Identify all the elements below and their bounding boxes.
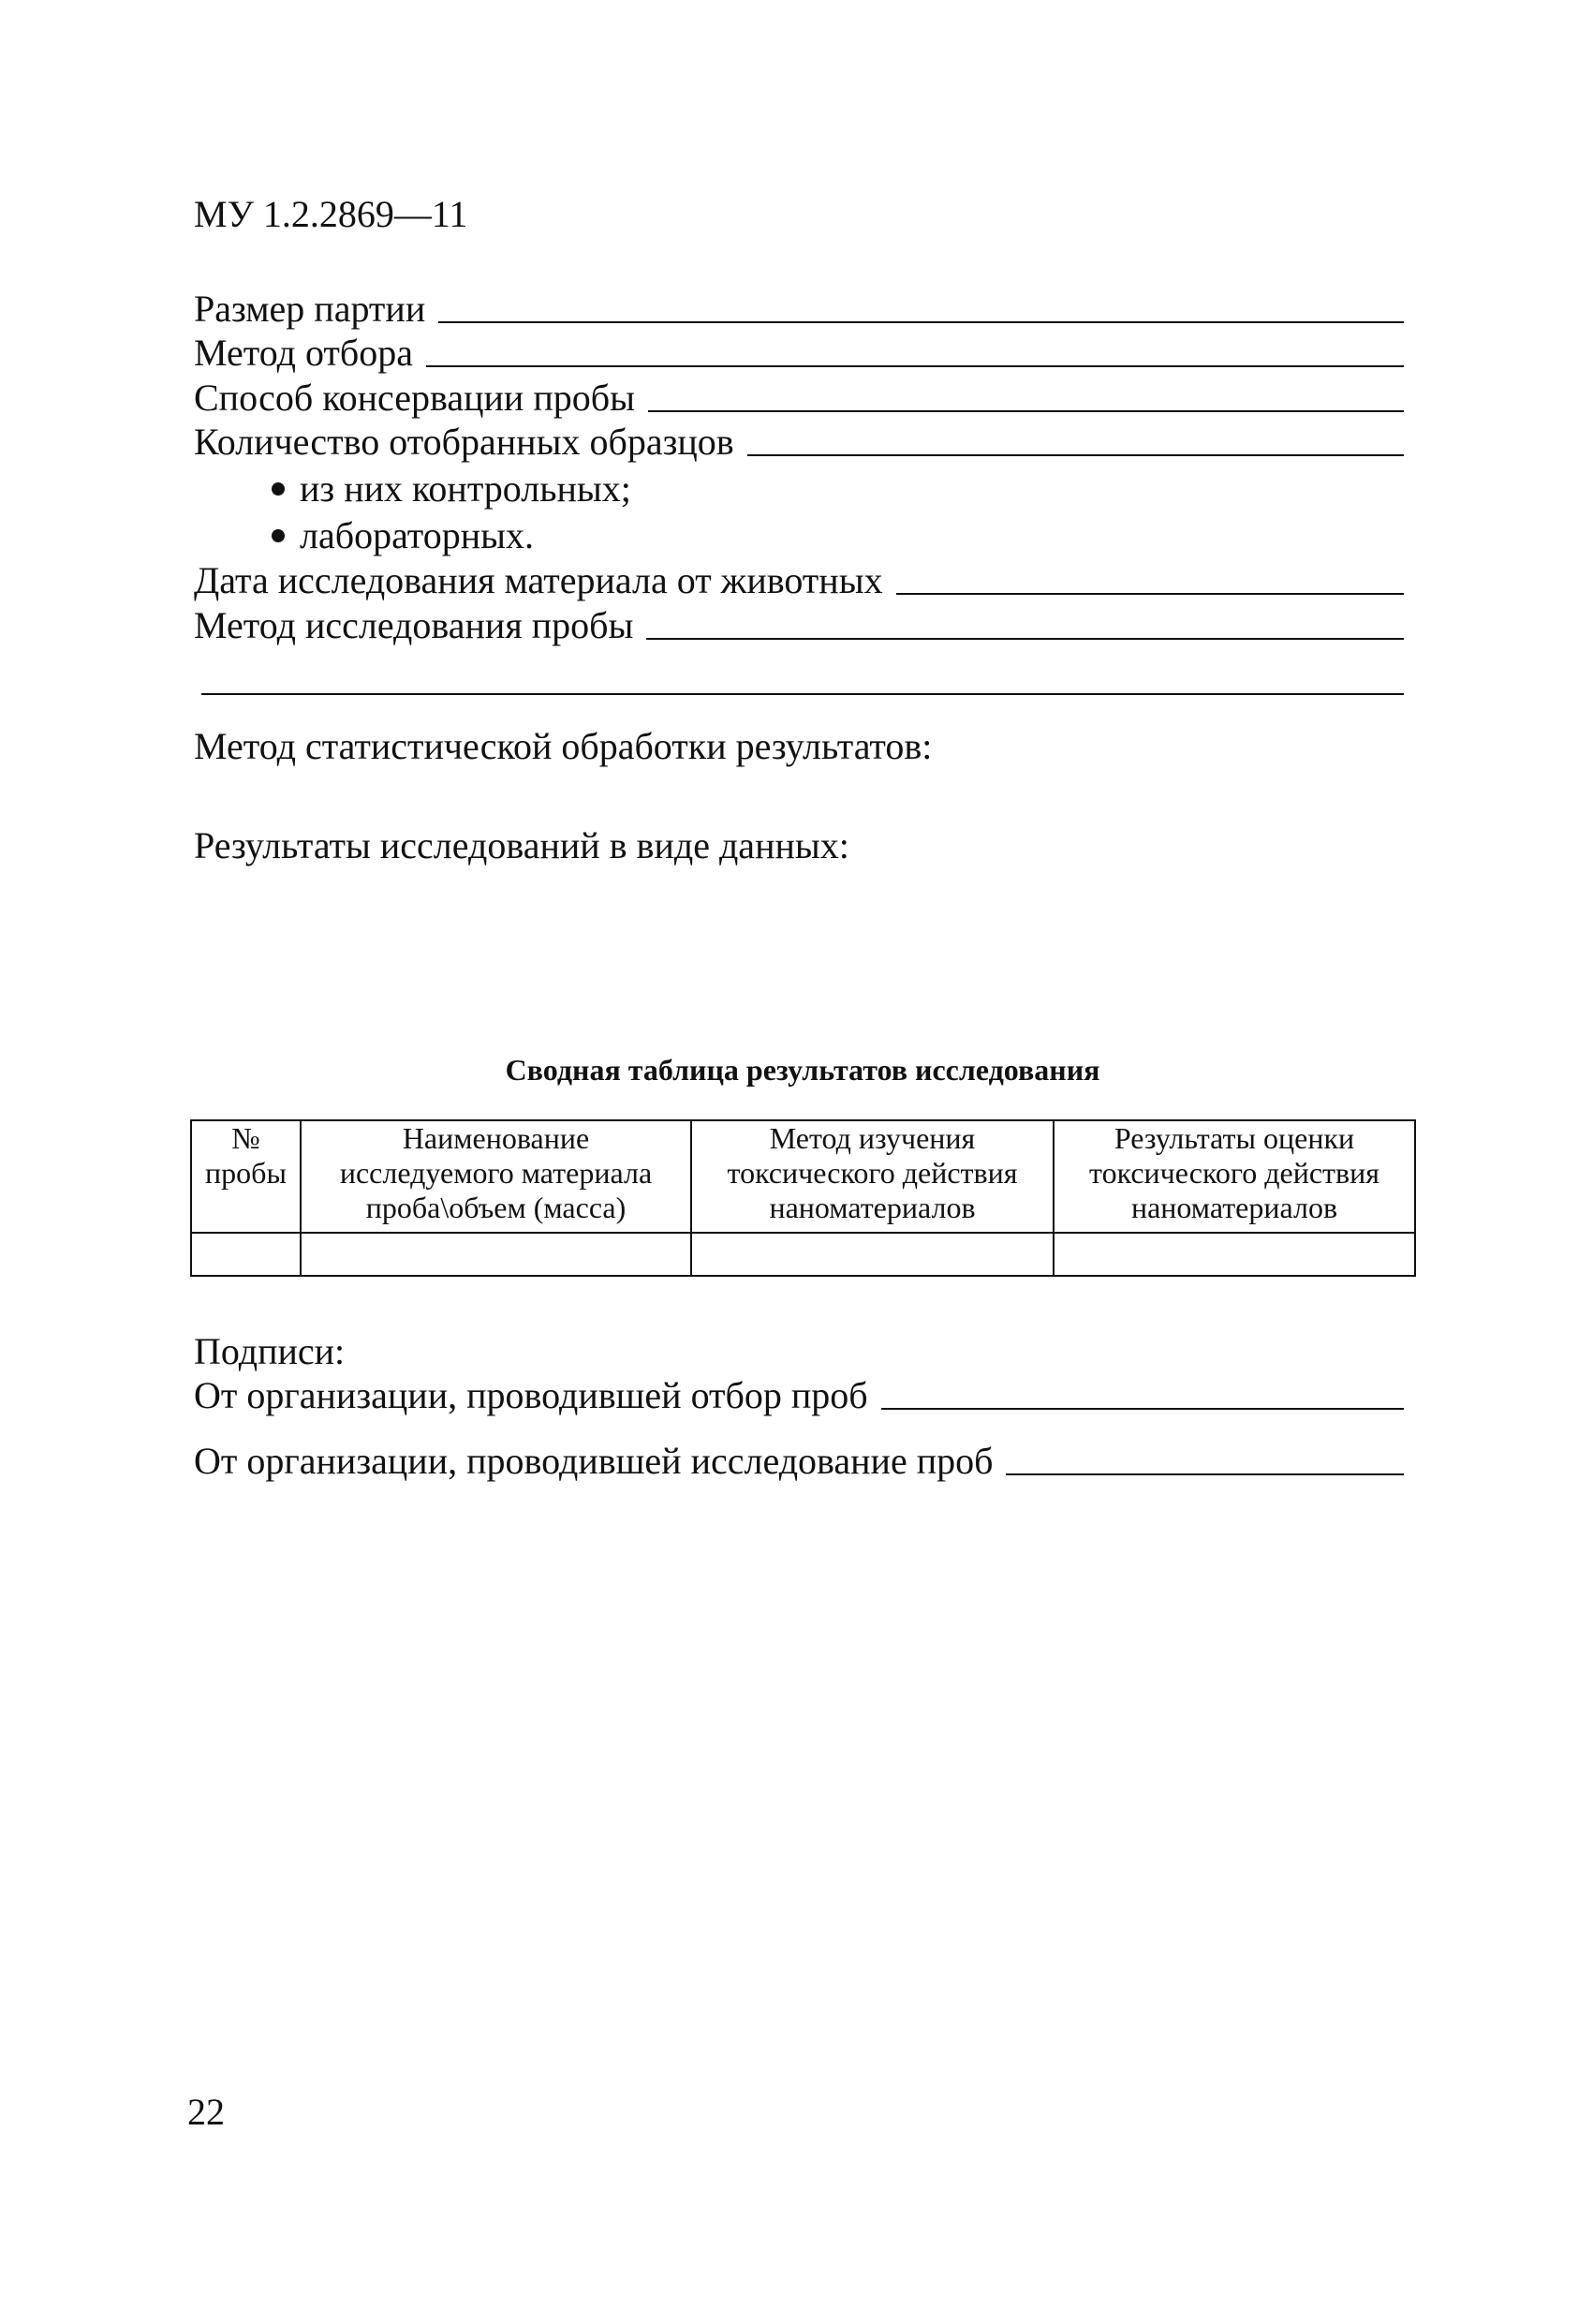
header-line: Метод изучения: [769, 1121, 976, 1155]
sample-study-method-label: Метод исследования пробы: [194, 604, 634, 646]
header-line: токсического действия: [1089, 1156, 1379, 1190]
table-row: [191, 1233, 1415, 1276]
samples-count-blank[interactable]: [747, 454, 1404, 456]
bullet-control-samples: [272, 466, 631, 512]
bullet-icon: [272, 529, 285, 542]
header-line: проба\объем (масса): [365, 1191, 627, 1224]
preservation-method-label: Способ консервации пробы: [194, 377, 635, 419]
header-line: токсического действия: [727, 1156, 1018, 1190]
header-study-method: [691, 1120, 1054, 1233]
header-evaluation-results: [1054, 1120, 1415, 1233]
bullet-lab-samples: [272, 512, 534, 559]
header-line: №: [231, 1121, 260, 1155]
study-date-blank[interactable]: [896, 593, 1404, 595]
sample-study-method-blank[interactable]: [646, 638, 1404, 640]
results-label: Результаты исследований в виде данных:: [194, 824, 849, 866]
sampling-method-field: [194, 330, 1404, 377]
signatures-heading: Подписи:: [194, 1330, 346, 1372]
study-org-signature-field: [194, 1438, 1404, 1485]
study-org-label: От организации, проводившей исследование проб: [194, 1440, 994, 1482]
sampling-org-signature-field: [194, 1372, 1404, 1419]
header-line: исследуемого материала: [339, 1156, 653, 1190]
bullet-control-text: из них контрольных;: [300, 467, 631, 510]
table-cell[interactable]: [191, 1233, 301, 1276]
samples-count-field: [194, 419, 1404, 466]
sampling-org-signature-blank[interactable]: [881, 1408, 1404, 1410]
study-org-signature-blank[interactable]: [1006, 1473, 1404, 1475]
table-title: Сводная таблица результатов исследования: [505, 1053, 1100, 1087]
header-sample-number: [191, 1120, 301, 1233]
batch-size-field: [194, 286, 1404, 333]
table-header-row: [191, 1120, 1415, 1233]
preservation-method-field: [194, 375, 1404, 422]
preservation-method-blank[interactable]: [648, 410, 1404, 412]
batch-size-blank[interactable]: [438, 321, 1404, 323]
study-date-field: [194, 557, 1404, 604]
bullet-icon: [272, 482, 285, 496]
header-line: наноматериалов: [769, 1191, 976, 1224]
sample-study-method-continuation-blank[interactable]: [201, 693, 1404, 695]
header-line: Наименование: [402, 1121, 590, 1155]
table-cell[interactable]: [1054, 1233, 1415, 1276]
statistics-method-label: Метод статистической обработки результатов:: [194, 725, 933, 767]
table-cell[interactable]: [301, 1233, 691, 1276]
header-line: пробы: [205, 1156, 287, 1190]
sampling-method-label: Метод отбора: [194, 332, 414, 374]
bullet-lab-text: лабораторных.: [300, 514, 535, 556]
sampling-org-label: От организации, проводившей отбор проб: [194, 1374, 868, 1416]
batch-size-label: Размер партии: [194, 288, 426, 330]
page-number: 22: [187, 2091, 225, 2133]
document-code: МУ 1.2.2869—11: [194, 193, 468, 235]
sample-study-method-field: [194, 602, 1404, 649]
samples-count-label: Количество отобранных образцов: [194, 421, 734, 463]
table-cell[interactable]: [691, 1233, 1054, 1276]
header-material-name: [301, 1120, 691, 1233]
sampling-method-blank[interactable]: [426, 365, 1404, 367]
header-line: наноматериалов: [1130, 1191, 1338, 1224]
summary-results-table: [190, 1119, 1416, 1277]
study-date-label: Дата исследования материала от животных: [194, 559, 883, 601]
header-line: Результаты оценки: [1114, 1121, 1355, 1155]
